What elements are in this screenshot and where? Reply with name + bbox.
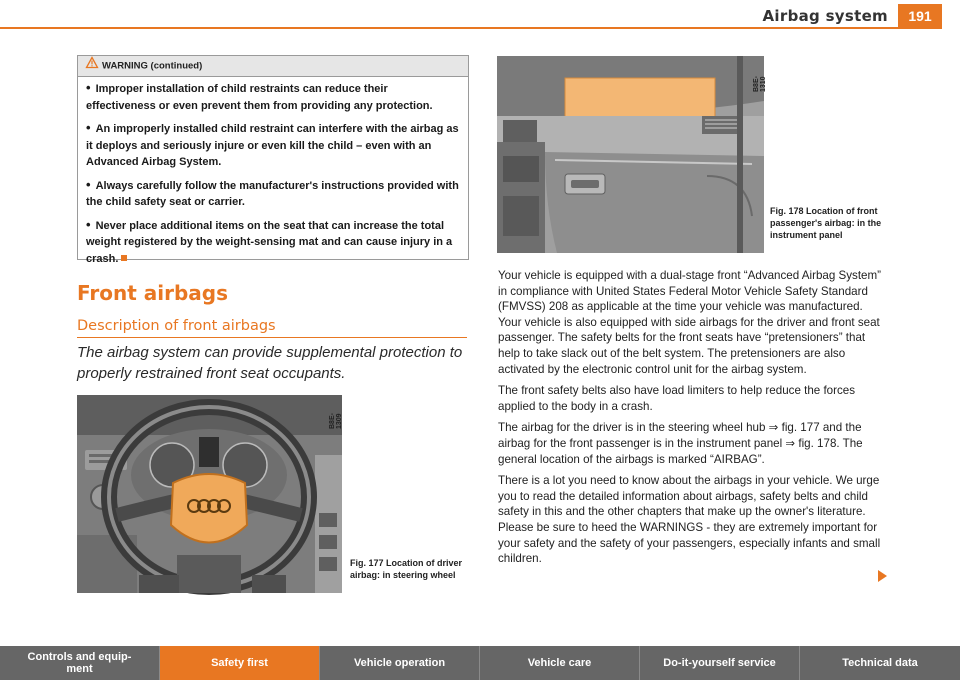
subheading-description: Description of front airbags	[77, 318, 276, 334]
body-text	[498, 268, 888, 573]
warning-box	[77, 55, 469, 265]
steering-wheel-illustration	[77, 395, 342, 593]
warning-title: WARNING (continued)	[102, 60, 203, 72]
figure-code: B8E-1309	[329, 413, 343, 429]
figure-driver-airbag	[77, 395, 342, 593]
figure-code: B8E-1310	[753, 76, 767, 92]
warning-triangle-icon	[86, 56, 98, 76]
body-paragraph: Your vehicle is equipped with a dual-stage front “Advanced Airbag System” in compliance with United States Federal Motor Vehicle Safety Standard (FMVSS) 208 as applicable at the time your vehicle was manufactured. Your vehicle is also equipped with side airbags for the driver and front seat passenger. The safety belts for the front seats have “pretensioners” that help to take slack out of the belt system. The pretensioners are also activated by the electronic control unit for the airbag system.	[498, 269, 882, 376]
warning-body	[78, 77, 468, 267]
footer-nav	[0, 646, 960, 680]
warning-item: • An improperly installed child restraint can interfere with the airbag as it deploys and seriously injure or even kill the child – even with an Advanced Airbag System.	[86, 120, 459, 168]
section-title: Airbag system	[762, 7, 888, 25]
tab-technical-data[interactable]: Technical data	[800, 646, 960, 680]
caption-fig-178: Fig. 178 Location of front passenger's airbag: in the instrument panel	[770, 206, 882, 240]
section-end-mark	[121, 255, 127, 261]
body-paragraph: The front safety belts also have load limiters to help reduce the forces applied to the body in a crash.	[498, 384, 856, 413]
body-paragraph: There is a lot you need to know about the airbags in your vehicle. We urge you to read the detailed information about airbags, safety belts and child safety in this and the other chapters that make up the owner's literature. Please be sure to heed the WARNINGS - they are extremely important for your safety and the safety of your passengers, especially infants and small children.	[498, 474, 881, 566]
warning-item: • Never place additional items on the seat that can increase the total weight registered by the weight-sensing mat and can cause injury in a crash.	[86, 216, 453, 265]
tab-do-it-yourself-service[interactable]: Do-it-yourself service	[640, 646, 800, 680]
page-number: 191	[898, 4, 942, 29]
instrument-panel-illustration	[497, 56, 764, 253]
tab-controls-and-equipment[interactable]: Controls and equip- ment	[0, 646, 160, 680]
tab-safety-first[interactable]: Safety first	[160, 646, 320, 680]
warning-item: • Improper installation of child restraints can reduce their effectiveness or even prevent them from providing any protection.	[86, 80, 433, 112]
caption-fig-177: Fig. 177 Location of driver airbag: in steering wheel	[350, 558, 463, 580]
header-rule	[0, 27, 898, 29]
warning-item: • Always carefully follow the manufacturer's instructions provided with the child safety seat or carrier.	[86, 176, 459, 208]
tab-vehicle-operation[interactable]: Vehicle operation	[320, 646, 480, 680]
warning-header	[78, 56, 468, 77]
figure-passenger-airbag	[497, 56, 767, 253]
intro-text: The airbag system can provide supplemental protection to properly restrained front seat occupants.	[77, 344, 463, 382]
body-paragraph: The airbag for the driver is in the steering wheel hub ⇒ fig. 177 and the airbag for the front passenger is in the instrument panel ⇒ fig. 178. The general location of the airbags is marked “AIRBAG”.	[498, 421, 863, 466]
subheading-rule	[77, 337, 467, 338]
tab-vehicle-care[interactable]: Vehicle care	[480, 646, 640, 680]
heading-front-airbags: Front airbags	[77, 281, 228, 305]
continue-arrow-icon[interactable]	[878, 570, 887, 582]
